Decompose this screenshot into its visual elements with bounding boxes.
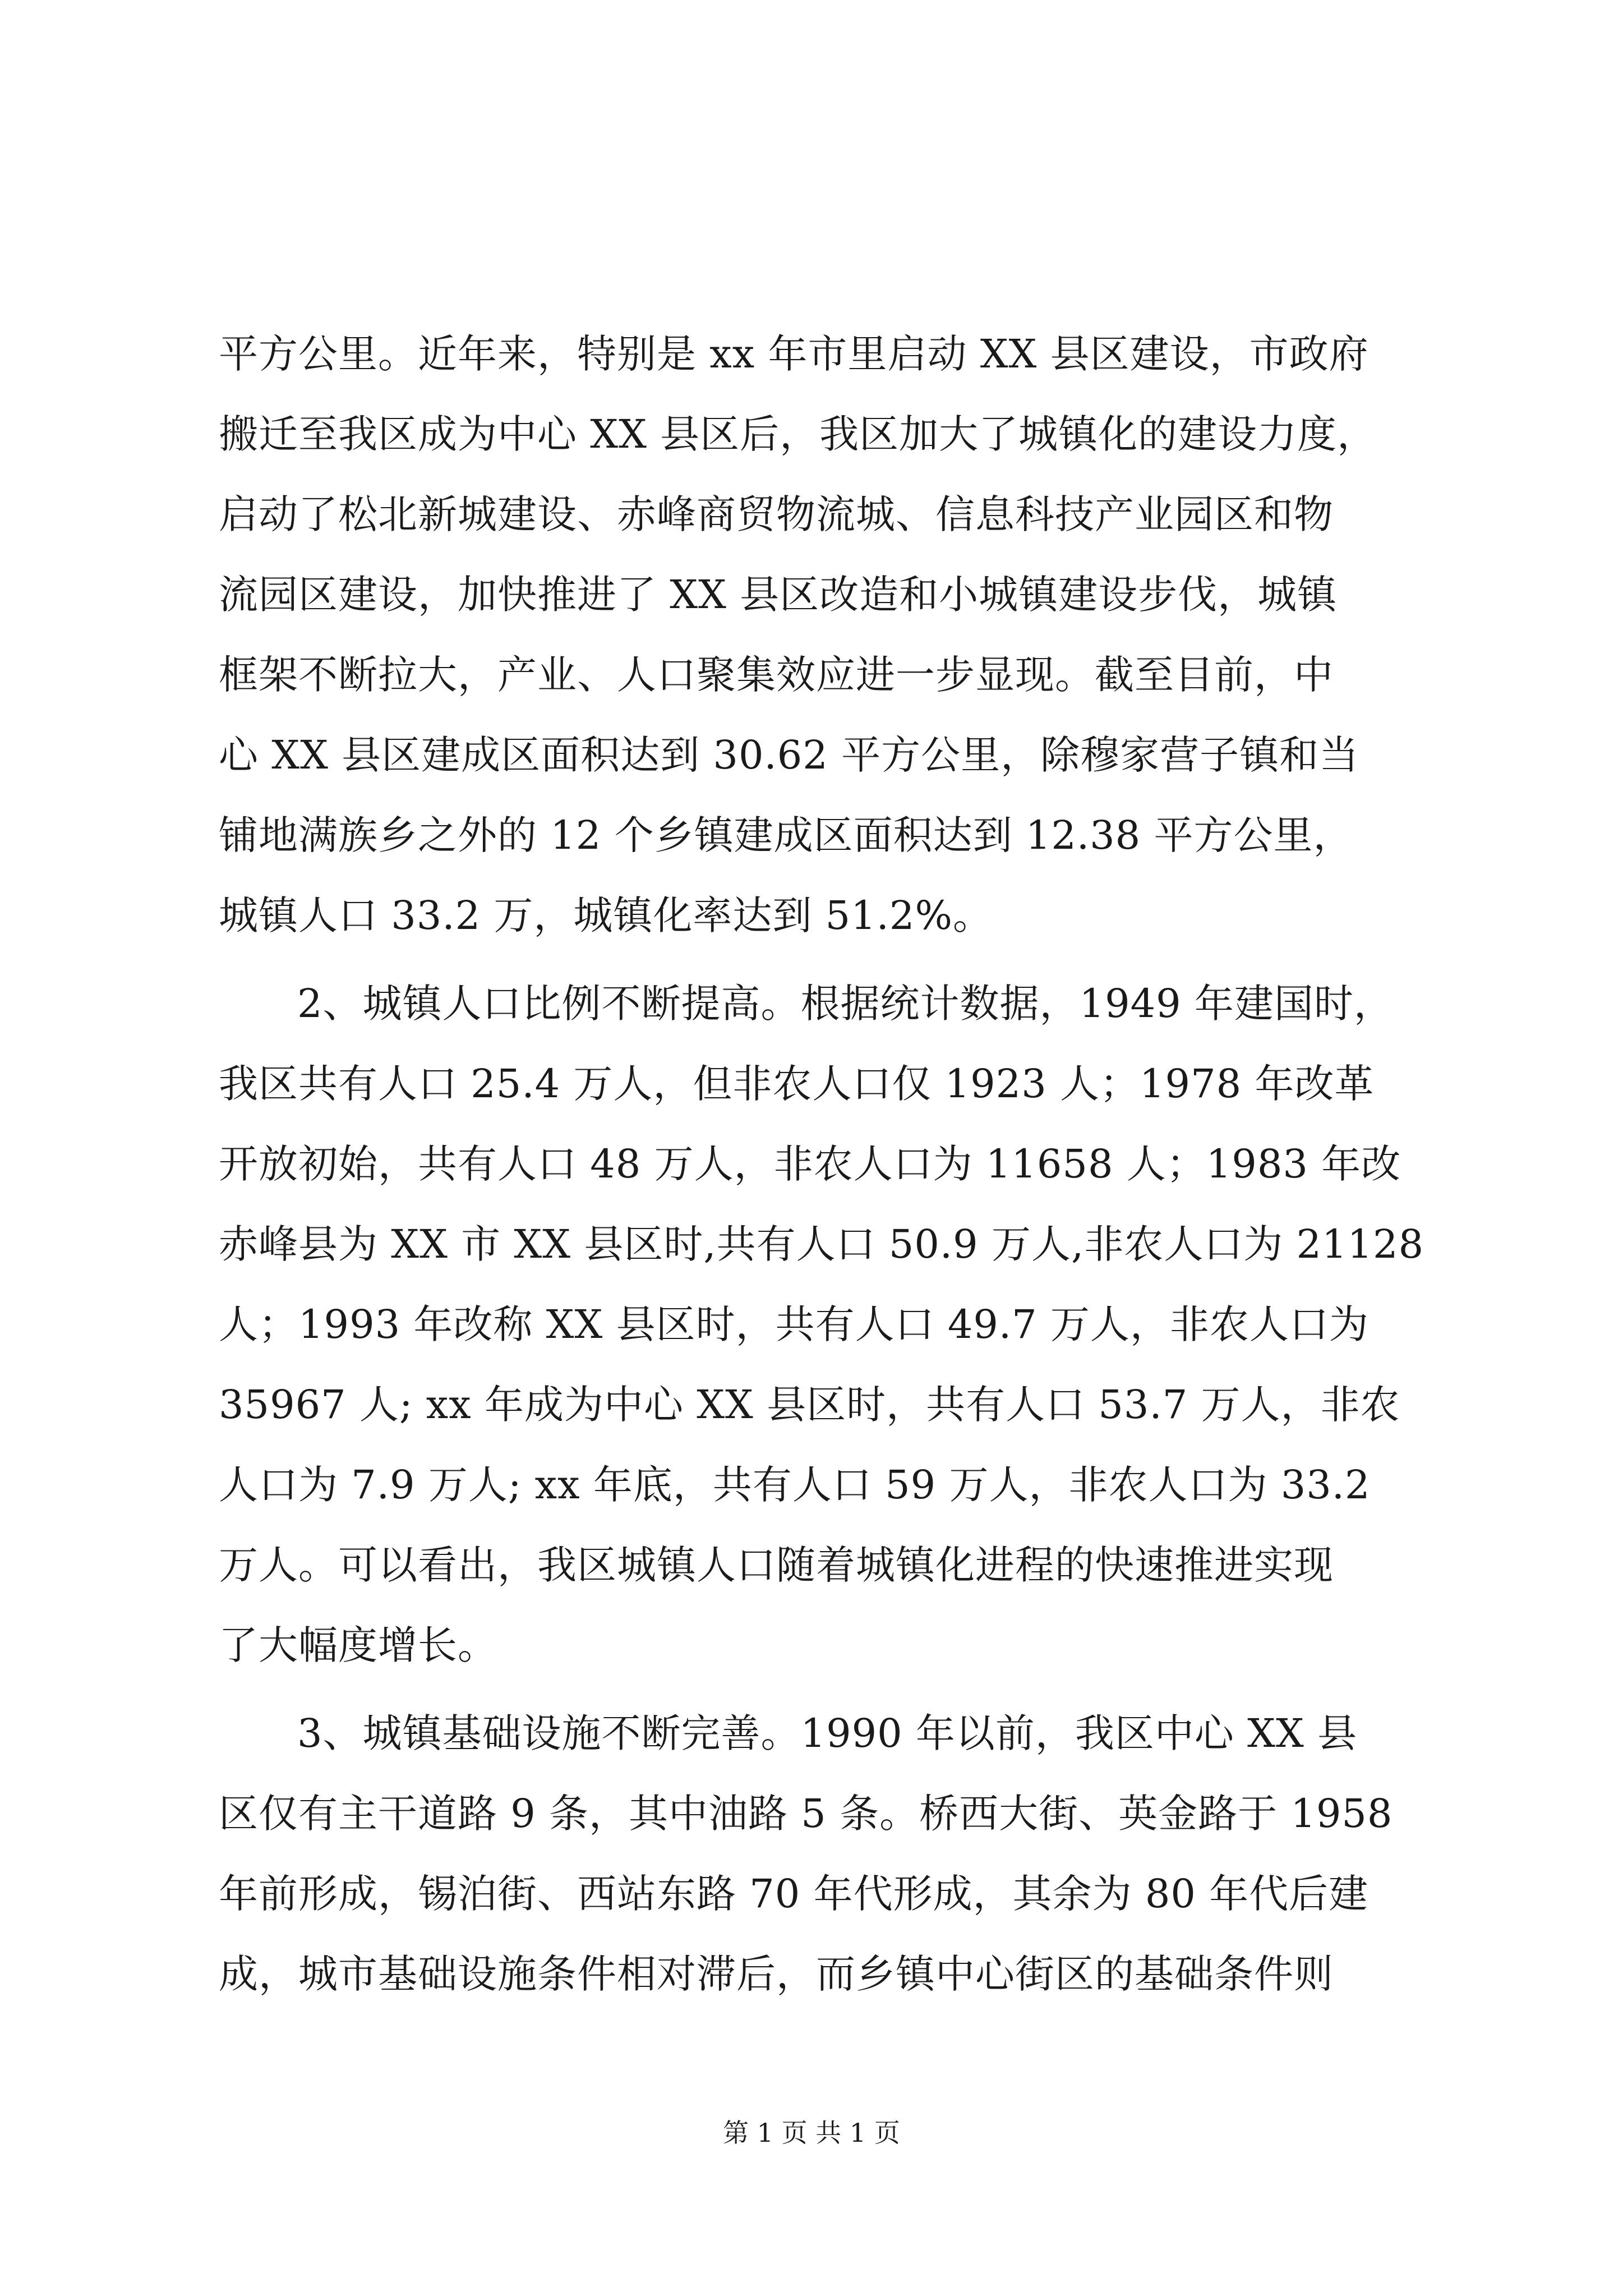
- text-line: 年前形成，锡泊街、西站东路 70 年代形成，其余为 80 年代后建: [219, 1871, 1369, 1917]
- text-line: 2、城镇人口比例不断提高。根据统计数据，1949 年建国时，: [297, 981, 1394, 1027]
- text-line: 人；1993 年改称 XX 县区时，共有人口 49.7 万人，非农人口为: [219, 1301, 1369, 1347]
- text-line: 铺地满族乡之外的 12 个乡镇建成区面积达到 12.38 平方公里，: [219, 812, 1353, 858]
- text-line: 区仅有主干道路 9 条，其中油路 5 条。桥西大街、英金路于 1958: [219, 1791, 1393, 1837]
- paragraph-gap: [219, 1686, 1436, 1694]
- text-line: 启动了松北新城建设、赤峰商贸物流城、信息科技产业园区和物: [219, 491, 1334, 537]
- text-line: 3、城镇基础设施不断完善。1990 年以前，我区中心 XX 县: [297, 1710, 1358, 1756]
- text-line: 成，城市基础设施条件相对滞后，而乡镇中心街区的基础条件则: [219, 1951, 1334, 1997]
- document-body: [219, 314, 1436, 2014]
- text-line: 人口为 7.9 万人; xx 年底，共有人口 59 万人，非农人口为 33.2: [219, 1462, 1371, 1508]
- text-line: 我区共有人口 25.4 万人，但非农人口仅 1923 人；1978 年改革: [219, 1061, 1375, 1107]
- text-line: 心 XX 县区建成区面积达到 30.62 平方公里，除穆家营子镇和当: [219, 732, 1359, 778]
- paragraph-gap: [219, 956, 1436, 964]
- text-line: 了大幅度增长。: [219, 1622, 497, 1668]
- text-line: 流园区建设，加快推进了 XX 县区改造和小城镇建设步伐，城镇: [219, 572, 1338, 618]
- text-line: 万人。可以看出，我区城镇人口随着城镇化进程的快速推进实现: [219, 1542, 1334, 1588]
- text-line: 城镇人口 33.2 万，城镇化率达到 51.2%。: [219, 892, 993, 938]
- text-line: 35967 人; xx 年成为中心 XX 县区时，共有人口 53.7 万人，非农: [219, 1382, 1400, 1428]
- text-line: 赤峰县为 XX 市 XX 县区时,共有人口 50.9 万人,非农人口为 21128: [219, 1221, 1424, 1267]
- page-number-label: 第 1 页 共 1 页: [723, 2118, 900, 2148]
- text-line: 框架不断拉大，产业、人口聚集效应进一步显现。截至目前，中: [219, 652, 1334, 698]
- text-line: 平方公里。近年来，特别是 xx 年市里启动 XX 县区建设，市政府: [219, 331, 1369, 377]
- text-line: 搬迁至我区成为中心 XX 县区后，我区加大了城镇化的建设力度，: [219, 411, 1377, 457]
- text-line: 开放初始，共有人口 48 万人，非农人口为 11658 人；1983 年改: [219, 1141, 1401, 1187]
- page-footer: [0, 2116, 1623, 2150]
